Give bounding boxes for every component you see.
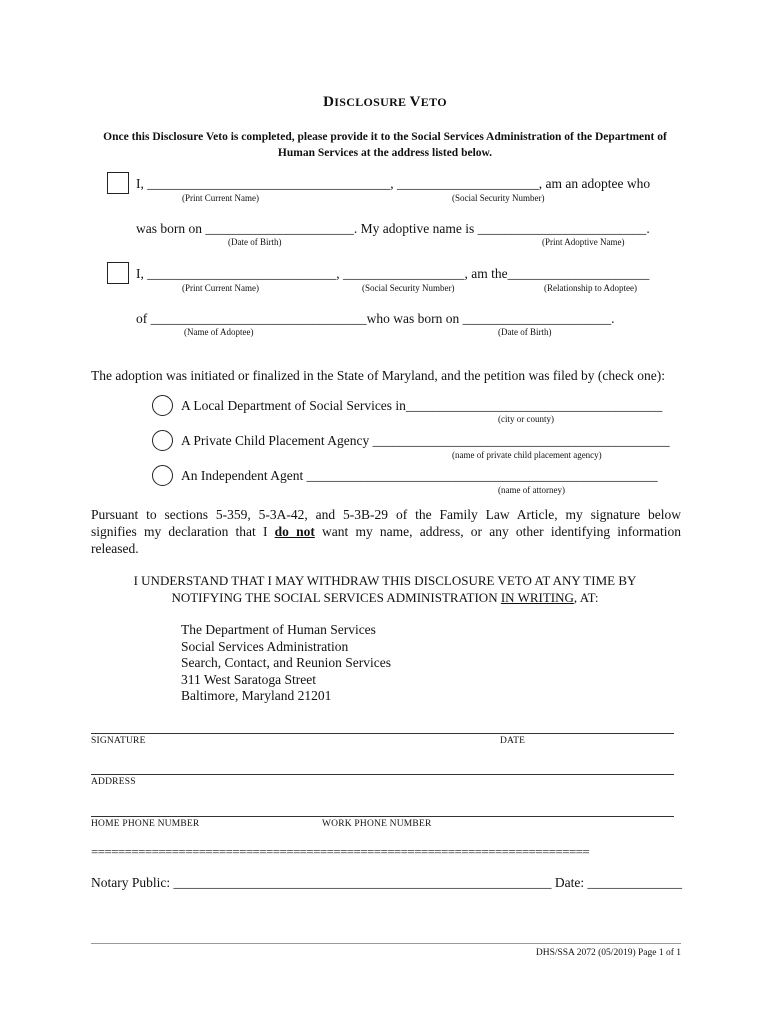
independent-agent-radio[interactable] [152, 465, 173, 486]
option1-caption-adoptive: (Print Adoptive Name) [542, 237, 625, 247]
choice-local-caption: (city or county) [498, 414, 554, 424]
option2-line1: I, ____________________________, __________________, am the_____________________ [136, 266, 650, 281]
option2-caption-ssn: (Social Security Number) [362, 283, 455, 293]
relative-checkbox[interactable] [107, 262, 129, 284]
choice-local-department: A Local Department of Social Services in______________________________________ [181, 398, 663, 413]
choice-independent-caption: (name of attorney) [498, 485, 565, 495]
option2-caption-name: (Print Current Name) [182, 283, 259, 293]
address-line-field[interactable] [91, 774, 674, 775]
work-phone-label: WORK PHONE NUMBER [322, 819, 432, 829]
page-title: DISCLOSURE VETO [323, 94, 447, 110]
footer-form-number: DHS/SSA 2072 (05/2019) Page 1 of 1 [535, 948, 681, 958]
footer-rule [91, 943, 681, 944]
phone-line-field[interactable] [91, 816, 674, 817]
address-line: The Department of Human Services [181, 622, 376, 637]
date-label: DATE [500, 736, 526, 746]
address-label: ADDRESS [91, 777, 136, 787]
withdraw-notice-line1: I UNDERSTAND THAT I MAY WITHDRAW THIS DISCLOSURE VETO AT ANY TIME BY [133, 573, 637, 588]
separator-line: ========================================================================== [91, 844, 590, 859]
intro-text: Once this Disclosure Veto is completed, please provide it to the Social Services Administration of the Department of Human Services at the address listed below. [103, 131, 667, 159]
address-line: 311 West Saratoga Street [181, 671, 317, 687]
option1-caption-ssn: (Social Security Number) [452, 193, 545, 203]
option1-caption-dob: (Date of Birth) [228, 237, 282, 247]
address-line: Search, Contact, and Reunion Services [181, 655, 391, 670]
option2-caption-dob: (Date of Birth) [498, 327, 552, 337]
option2-caption-adoptee: (Name of Adoptee) [184, 327, 254, 337]
address-line: Social Services Administration [181, 638, 349, 654]
signature-line[interactable] [91, 733, 674, 734]
address-block [181, 622, 391, 705]
option1-line2: was born on ______________________. My adoptive name is _________________________. [136, 221, 650, 236]
local-department-radio[interactable] [152, 395, 173, 416]
notary-line: Notary Public: ________________________________________________________ Date: ______________ [91, 875, 682, 890]
choice-private-caption: (name of private child placement agency) [452, 450, 602, 460]
option2-caption-relationship: (Relationship to Adoptee) [544, 283, 637, 293]
signature-label: SIGNATURE [91, 736, 146, 746]
address-line: Baltimore, Maryland 21201 [181, 688, 332, 703]
private-agency-radio[interactable] [152, 430, 173, 451]
option1-line1: I, ____________________________________, _____________________, am an adoptee who [136, 176, 651, 191]
home-phone-label: HOME PHONE NUMBER [91, 819, 200, 829]
choice-independent-agent: An Independent Agent ____________________________________________________ [181, 468, 658, 483]
option1-caption-name: (Print Current Name) [182, 193, 259, 203]
choice-private-agency: A Private Child Placement Agency ____________________________________________ [181, 433, 670, 448]
withdraw-notice-line2: NOTIFYING THE SOCIAL SERVICES ADMINISTRATION IN WRITING, AT: [171, 590, 599, 605]
option2-line2: of ________________________________who was born on ______________________. [136, 311, 615, 326]
adoption-statement: The adoption was initiated or finalized in the State of Maryland, and the petition was filed by (check one): [91, 368, 665, 383]
pursuant-paragraph: Pursuant to sections 5-359, 5-3A-42, and 5-3B-29 of the Family Law Article, my signature below signifies my declaration that I do not want my name, address, or any other identifying information released. [91, 507, 681, 556]
adoptee-checkbox[interactable] [107, 172, 129, 194]
